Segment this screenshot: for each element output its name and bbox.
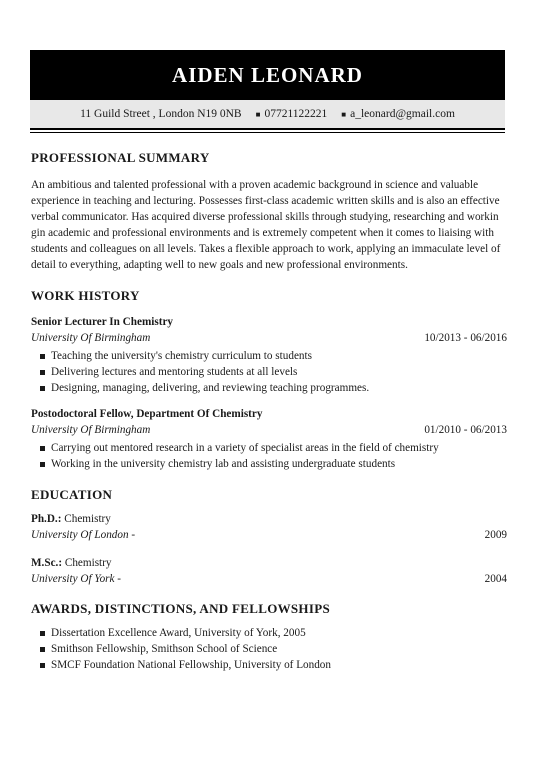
degree-field: Chemistry (64, 556, 112, 569)
degree-field: Chemistry (64, 512, 111, 525)
degree-line (31, 555, 507, 571)
degree-meta (31, 571, 507, 587)
bullet-icon: ■ (255, 110, 261, 119)
job-meta (31, 422, 507, 438)
name-banner (30, 50, 505, 100)
bullet-icon: ■ (341, 110, 347, 119)
work-heading: WORK HISTORY (31, 287, 140, 303)
list-item: Delivering lectures and mentoring students at all levels (31, 364, 507, 380)
degree-school: University Of London - (31, 528, 136, 541)
job-entry (31, 314, 507, 396)
degree-type: M.Sc.: (31, 556, 63, 569)
contact-phone-group (256, 108, 328, 120)
degree-entry (31, 511, 507, 543)
list-item: Teaching the university's chemistry curriculum to students (31, 348, 507, 364)
degree-entry (31, 555, 507, 587)
awards-list (31, 625, 507, 673)
summary-text: An ambitious and talented professional with a proven academic background in science and valuable experience in teaching and lecturing. Possesses first-class academic written skills and is also an effective verbal communicator. Has acquired diverse professional skills through studying, researching and workin gin academic and professional environments and is extremely competent when it comes to liaising with students and colleagues on all levels. Takes a flexible approach to work, applying an immaculate level of detail to everything, adapting well to new goals and new professional environments. (31, 179, 501, 272)
job-bullets (31, 440, 507, 472)
job-bullets (31, 348, 507, 396)
job-employer: University Of Birmingham (31, 331, 151, 344)
degree-year: 2009 (484, 528, 507, 541)
list-item: Dissertation Excellence Award, University of York, 2005 (31, 625, 507, 641)
list-item: Working in the university chemistry lab and assisting undergraduate students (31, 456, 507, 472)
degree-meta (31, 527, 507, 543)
contact-address: 11 Guild Street , London N19 0NB (80, 108, 242, 120)
candidate-name: AIDEN LEONARD (172, 62, 363, 87)
divider-thin (30, 132, 505, 133)
contact-email-group (341, 108, 455, 120)
degree-line (31, 511, 507, 527)
list-item: Carrying out mentored research in a variety of specialist areas in the field of chemistry (31, 440, 507, 456)
contact-phone: 07721122221 (264, 108, 328, 120)
job-meta (31, 330, 507, 346)
job-dates: 01/2010 - 06/2013 (424, 423, 507, 436)
awards-heading: AWARDS, DISTINCTIONS, AND FELLOWSHIPS (31, 600, 330, 616)
job-title: Postodoctoral Fellow, Department Of Chemistry (31, 407, 263, 420)
degree-year: 2004 (484, 572, 507, 585)
job-employer: University Of Birmingham (31, 423, 151, 436)
degree-type: Ph.D.: (31, 512, 62, 525)
list-item: Designing, managing, delivering, and reviewing teaching programmes. (31, 380, 507, 396)
contact-email: a_leonard@gmail.com (350, 108, 455, 120)
summary-heading: PROFESSIONAL SUMMARY (31, 150, 210, 165)
contact-bar (30, 100, 505, 128)
list-item: SMCF Foundation National Fellowship, University of London (31, 657, 507, 673)
job-entry (31, 406, 507, 472)
job-title: Senior Lecturer In Chemistry (31, 315, 174, 328)
divider-thick (30, 128, 505, 130)
job-dates: 10/2013 - 06/2016 (424, 331, 507, 344)
education-heading: EDUCATION (31, 486, 113, 502)
resume-content (31, 150, 507, 673)
list-item: Smithson Fellowship, Smithson School of Science (31, 641, 507, 657)
degree-school: University Of York - (31, 572, 122, 585)
